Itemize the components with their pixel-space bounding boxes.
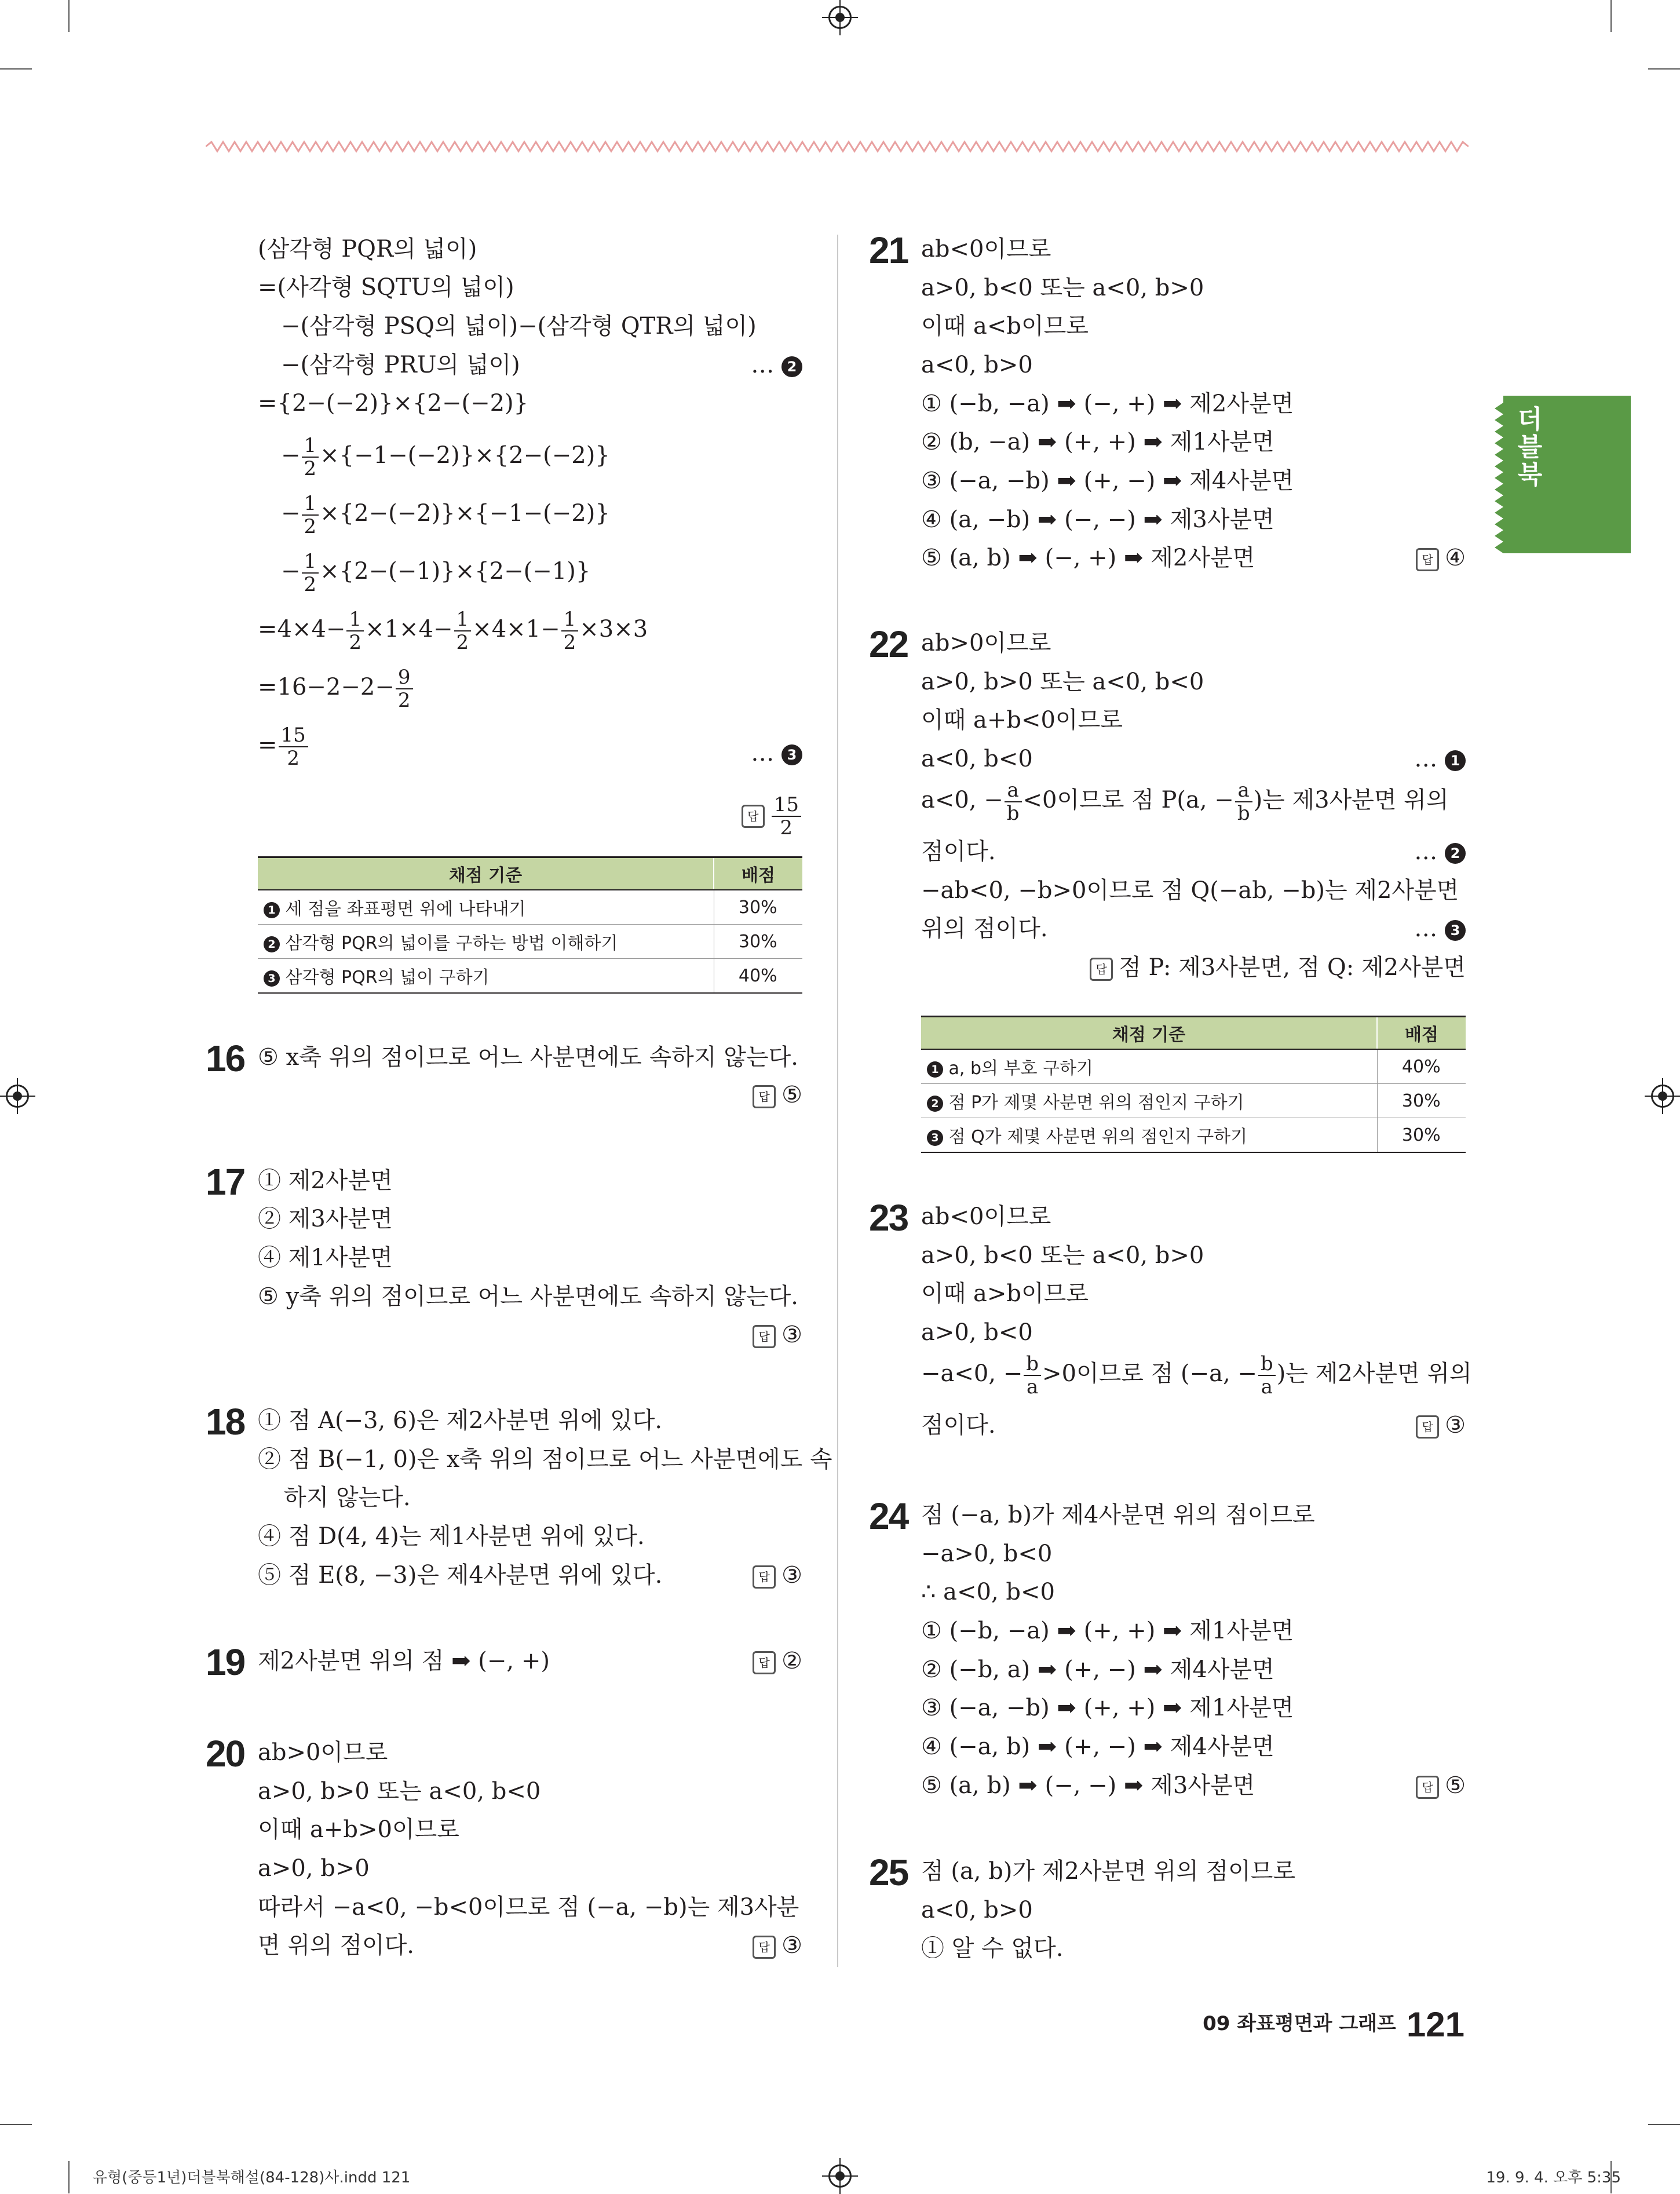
solution-line: 점이다. bbox=[921, 838, 996, 865]
answer: 답 점 P: 제3사분면, 점 Q: 제2사분면 bbox=[1090, 953, 1466, 982]
solution-line: 면 위의 점이다. bbox=[258, 1932, 414, 1959]
solution-line: −a<0, − $\frac{b}{a}$ >0이므로 점 (−a, − $\frac{b}{a}$ )는 제2사분면 위의 bbox=[921, 1352, 1472, 1399]
solution-line: ② 제3사분면 bbox=[258, 1206, 393, 1232]
solution-line: − $\frac{1}{2}$ ×{−1−(−2)}×{2−(−2)} bbox=[281, 434, 610, 480]
solution-line: a>0, b<0 bbox=[921, 1319, 1033, 1346]
crop-mark bbox=[0, 2124, 32, 2125]
solution-line: ⑤ 점 E(8, −3)은 제4사분면 위에 있다. bbox=[258, 1562, 663, 1589]
solution-line: ⑤ (a, b) ➡ (−, −) ➡ 제3사분면 bbox=[921, 1772, 1255, 1799]
column-divider bbox=[837, 235, 838, 1967]
table-row: 3 삼각형 PQR의 넓이 구하기 40% bbox=[258, 959, 802, 994]
solution-line: ab>0이므로 bbox=[258, 1739, 388, 1766]
solution-line: a<0, b>0 bbox=[921, 352, 1033, 378]
solution-line: a<0, b>0 bbox=[921, 1897, 1033, 1923]
solution-line: 하지 않는다. bbox=[284, 1484, 411, 1511]
table-row: 1 세 점을 좌표평면 위에 나타내기 30% bbox=[258, 890, 802, 925]
solution-line: a>0, b<0 또는 a<0, b>0 bbox=[921, 1242, 1204, 1269]
slug-right: 19. 9. 4. 오후 5:35 bbox=[1486, 2169, 1621, 2186]
page-number: 121 bbox=[1406, 2005, 1464, 2044]
solution-line: −(삼각형 PRU의 넓이) bbox=[281, 352, 520, 378]
registration-mark-icon bbox=[6, 1085, 29, 1108]
solution-line: −ab<0, −b>0이므로 점 Q(−ab, −b)는 제2사분면 bbox=[921, 877, 1459, 904]
solution-line: = $\frac{15}{2}$ bbox=[258, 724, 309, 769]
question-number: 18 bbox=[206, 1401, 245, 1443]
answer-badge-icon: 답 bbox=[1416, 548, 1439, 571]
solution-line: 이때 a>b이므로 bbox=[921, 1280, 1089, 1307]
step-marker: … 2 bbox=[751, 351, 802, 379]
question-number: 22 bbox=[869, 623, 908, 665]
fraction: $\frac{b}{a}$ bbox=[1024, 1353, 1041, 1398]
crop-mark bbox=[68, 2161, 70, 2193]
answer-badge-icon: 답 bbox=[753, 1936, 776, 1959]
solution-line: ① (−b, −a) ➡ (+, +) ➡ 제1사분면 bbox=[921, 1618, 1294, 1644]
table-row: 2 점 P가 제몇 사분면 위의 점인지 구하기 30% bbox=[921, 1084, 1466, 1118]
crop-mark bbox=[1648, 68, 1680, 70]
solution-line: ② 점 B(−1, 0)은 x축 위의 점이므로 어느 사분면에도 속 bbox=[258, 1446, 832, 1473]
answer: 답 ④ bbox=[1416, 543, 1466, 572]
solution-line: 이때 a+b<0이므로 bbox=[921, 707, 1123, 733]
answer-badge-icon: 답 bbox=[753, 1651, 776, 1674]
answer-badge-icon: 답 bbox=[1416, 1415, 1439, 1439]
question-number: 20 bbox=[206, 1733, 245, 1775]
step-marker: … 3 bbox=[1414, 914, 1466, 943]
solution-line: a>0, b>0 또는 a<0, b<0 bbox=[921, 669, 1204, 695]
registration-mark-icon bbox=[828, 2164, 852, 2188]
solution-line: 위의 점이다. bbox=[921, 915, 1048, 942]
solution-line: ② (−b, a) ➡ (+, −) ➡ 제4사분면 bbox=[921, 1656, 1274, 1683]
solution-line: ④ (a, −b) ➡ (−, −) ➡ 제3사분면 bbox=[921, 506, 1274, 533]
solution-line: =(사각형 SQTU의 넓이) bbox=[258, 274, 514, 301]
solution-line: ⑤ y축 위의 점이므로 어느 사분면에도 속하지 않는다. bbox=[258, 1283, 798, 1310]
scoring-table: 채점 기준 배점 1 세 점을 좌표평면 위에 나타내기 30% 2 삼각형 PQR의 넓이를 구하는 방법 이해하기 30% 3 삼각형 PQR의 넓이 구하기 40% bbox=[258, 856, 802, 994]
solution-line: a>0, b<0 또는 a<0, b>0 bbox=[921, 275, 1204, 301]
solution-line: a<0, b<0 bbox=[921, 746, 1033, 772]
answer: 답 ③ bbox=[753, 1561, 802, 1590]
side-tab-label: 더블북 bbox=[1513, 406, 1542, 489]
crop-mark bbox=[1648, 2124, 1680, 2125]
answer: 답 ② bbox=[753, 1647, 802, 1675]
answer-badge-icon: 답 bbox=[742, 805, 765, 828]
answer-badge-icon: 답 bbox=[753, 1565, 776, 1589]
solution-line: −a>0, b<0 bbox=[921, 1540, 1053, 1567]
question-number: 19 bbox=[206, 1641, 245, 1683]
solution-line: =16−2−2− $\frac{9}{2}$ bbox=[258, 666, 414, 711]
step-marker: … 2 bbox=[1414, 837, 1466, 866]
solution-line: ab>0이므로 bbox=[921, 630, 1051, 656]
crop-mark bbox=[68, 0, 70, 32]
solution-line: ∴ a<0, b<0 bbox=[921, 1579, 1055, 1605]
answer: 답 ③ bbox=[753, 1931, 802, 1960]
solution-line: ⑤ (a, b) ➡ (−, +) ➡ 제2사분면 bbox=[921, 545, 1255, 571]
answer: 답 ⑤ bbox=[753, 1080, 802, 1109]
solution-line: ① (−b, −a) ➡ (−, +) ➡ 제2사분면 bbox=[921, 390, 1294, 417]
solution-line: ④ (−a, b) ➡ (+, −) ➡ 제4사분면 bbox=[921, 1733, 1274, 1760]
registration-mark-icon bbox=[1651, 1085, 1674, 1108]
answer: 답 ③ bbox=[753, 1320, 802, 1349]
answer-badge-icon: 답 bbox=[753, 1325, 776, 1348]
fraction: $\frac{a}{b}$ bbox=[1235, 779, 1252, 824]
answer-badge-icon: 답 bbox=[753, 1085, 776, 1108]
answer-badge-icon: 답 bbox=[1416, 1776, 1439, 1799]
question-number: 17 bbox=[206, 1161, 245, 1203]
crop-mark bbox=[0, 68, 32, 70]
slug-left: 유형(중등1년)더블북해설(84-128)사.indd 121 bbox=[93, 2169, 411, 2186]
question-number: 23 bbox=[869, 1197, 908, 1239]
solution-line: ① 점 A(−3, 6)은 제2사분면 위에 있다. bbox=[258, 1407, 663, 1434]
table-row: 1 a, b의 부호 구하기 40% bbox=[921, 1049, 1466, 1084]
solution-line: − $\frac{1}{2}$ ×{2−(−1)}×{2−(−1)} bbox=[281, 550, 591, 596]
solution-line: − $\frac{1}{2}$ ×{2−(−2)}×{−1−(−2)} bbox=[281, 492, 610, 538]
solution-line: 제2사분면 위의 점 ➡ (−, +) bbox=[258, 1648, 550, 1674]
fraction: $\frac{1}{2}$ bbox=[302, 435, 319, 480]
zigzag-divider bbox=[206, 139, 1469, 154]
solution-line: a>0, b>0 또는 a<0, b<0 bbox=[258, 1778, 541, 1805]
solution-line: ③ (−a, −b) ➡ (+, −) ➡ 제4사분면 bbox=[921, 468, 1294, 494]
solution-line: 이때 a<b이므로 bbox=[921, 313, 1089, 339]
solution-line: ab<0이므로 bbox=[921, 1203, 1051, 1230]
solution-line: a<0, − $\frac{a}{b}$ <0이므로 점 P(a, − $\frac{a}{b}$ )는 제3사분면 위의 bbox=[921, 779, 1449, 825]
solution-line: ④ 제1사분면 bbox=[258, 1244, 393, 1271]
table-row: 3 점 Q가 제몇 사분면 위의 점인지 구하기 30% bbox=[921, 1118, 1466, 1153]
answer: 답 ⑤ bbox=[1416, 1771, 1466, 1800]
solution-line: a>0, b>0 bbox=[258, 1855, 370, 1882]
solution-line: ② (b, −a) ➡ (+, +) ➡ 제1사분면 bbox=[921, 429, 1274, 455]
section-title: 09 좌표평면과 그래프 bbox=[1203, 2012, 1396, 2035]
page-footer bbox=[1203, 2005, 1464, 2045]
table-row: 2 삼각형 PQR의 넓이를 구하는 방법 이해하기 30% bbox=[258, 925, 802, 959]
solution-line: ③ (−a, −b) ➡ (+, +) ➡ 제1사분면 bbox=[921, 1695, 1294, 1721]
registration-mark-icon bbox=[828, 6, 852, 29]
scoring-table: 채점 기준 배점 1 a, b의 부호 구하기 40% 2 점 P가 제몇 사분면 위의 점인지 구하기 30% 3 점 Q가 제몇 사분면 위의 점인지 구하기 30% bbox=[921, 1016, 1466, 1153]
solution-line: 이때 a+b>0이므로 bbox=[258, 1816, 459, 1843]
fraction: $\frac{1}{2}$ bbox=[302, 492, 319, 538]
question-number: 21 bbox=[869, 229, 908, 271]
solution-line: (삼각형 PQR의 넓이) bbox=[258, 236, 477, 262]
solution-line: ={2−(−2)}×{2−(−2)} bbox=[258, 390, 529, 417]
solution-line: 점 (−a, b)가 제4사분면 위의 점이므로 bbox=[921, 1502, 1315, 1528]
fraction: $\frac{1}{2}$ bbox=[302, 550, 319, 596]
question-number: 25 bbox=[869, 1852, 908, 1893]
crop-mark bbox=[1610, 0, 1612, 32]
answer-badge-icon: 답 bbox=[1090, 958, 1113, 981]
solution-line: ④ 점 D(4, 4)는 제1사분면 위에 있다. bbox=[258, 1523, 645, 1550]
solution-line: 따라서 −a<0, −b<0이므로 점 (−a, −b)는 제3사분 bbox=[258, 1894, 799, 1921]
solution-line: 점 (a, b)가 제2사분면 위의 점이므로 bbox=[921, 1858, 1296, 1885]
question-number: 16 bbox=[206, 1038, 245, 1079]
answer: 답 $\frac{15}{2}$ bbox=[742, 794, 802, 839]
fraction: $\frac{b}{a}$ bbox=[1258, 1353, 1276, 1398]
solution-line: =4×4− $\frac{1}{2}$ ×1×4− $\frac{1}{2}$ ×4×1− $\frac{1}{2}$ ×3×3 bbox=[258, 608, 648, 654]
step-marker: … 1 bbox=[1414, 744, 1466, 773]
solution-line: ab<0이므로 bbox=[921, 236, 1051, 262]
solution-line: −(삼각형 PSQ의 넓이)−(삼각형 QTR의 넓이) bbox=[281, 313, 757, 339]
solution-line: ① 제2사분면 bbox=[258, 1167, 393, 1194]
solution-line: ⑤ x축 위의 점이므로 어느 사분면에도 속하지 않는다. bbox=[258, 1044, 798, 1071]
solution-line: 점이다. bbox=[921, 1412, 996, 1439]
step-marker: … 3 bbox=[751, 739, 802, 768]
answer: 답 ③ bbox=[1416, 1411, 1466, 1440]
fraction: $\frac{a}{b}$ bbox=[1005, 779, 1022, 824]
question-number: 24 bbox=[869, 1495, 908, 1537]
solution-line: ① 알 수 없다. bbox=[921, 1935, 1064, 1962]
